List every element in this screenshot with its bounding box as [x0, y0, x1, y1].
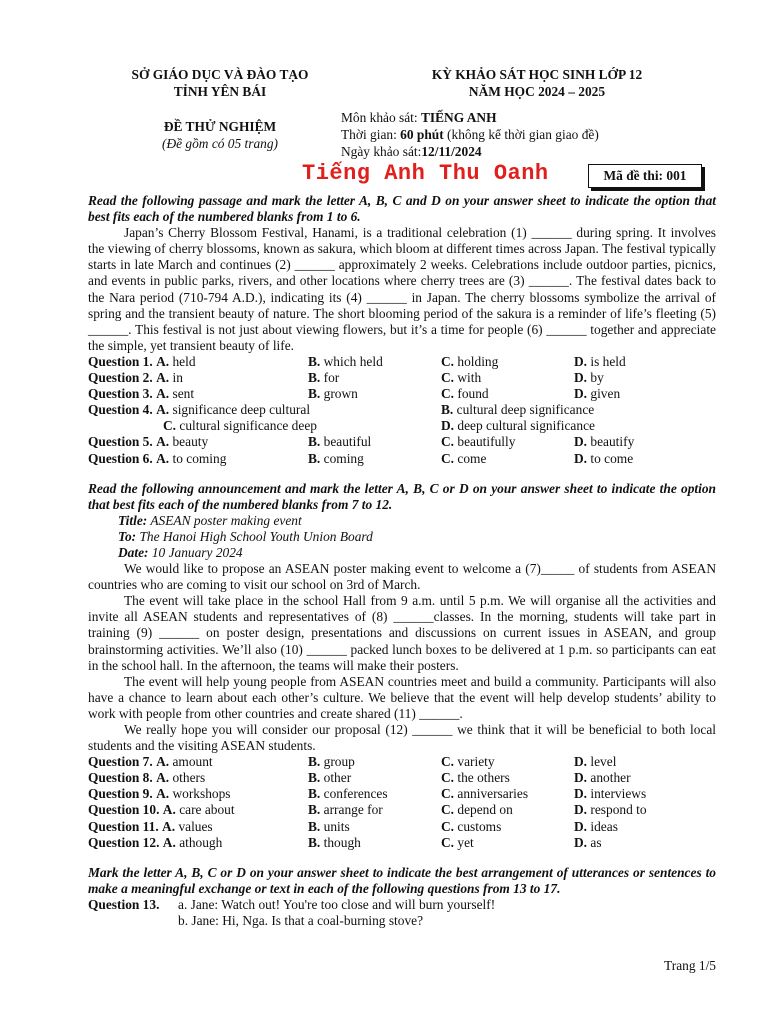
- utterance-b: b. Jane: Hi, Nga. Is that a coal-burning stove?: [178, 913, 424, 929]
- option-letter: Date:: [118, 544, 149, 560]
- option-letter: A.: [156, 434, 170, 450]
- option-d: by: [590, 370, 604, 386]
- option-cell: [441, 354, 574, 370]
- option-cell: [88, 418, 441, 434]
- option-a: values: [178, 818, 213, 834]
- option-cell: [441, 835, 574, 851]
- option-cell: [574, 451, 714, 467]
- option-letter: A.: [156, 770, 170, 786]
- option-cell: [441, 754, 574, 770]
- option-letter: A.: [156, 786, 170, 802]
- question-row: [88, 754, 716, 770]
- option-letter: D.: [574, 434, 588, 450]
- option-cell: [574, 370, 714, 386]
- question-label: Question 3.: [88, 386, 153, 402]
- option-cell: [441, 370, 574, 386]
- option-letter: B.: [308, 754, 321, 770]
- option-letter: A.: [156, 754, 170, 770]
- option-a: significance deep cultural: [172, 402, 311, 418]
- option-d: interviews: [590, 786, 647, 802]
- school-year: NĂM HỌC 2024 – 2025: [468, 84, 606, 99]
- option-a: sent: [172, 386, 195, 402]
- option-letter: B.: [308, 834, 321, 850]
- option-cell: [574, 786, 714, 802]
- option-letter: D.: [574, 802, 588, 818]
- question-label: Question 13.: [88, 896, 160, 912]
- option-cell: [441, 786, 574, 802]
- option-letter: C.: [441, 818, 455, 834]
- question-label: Question 1.: [88, 353, 153, 369]
- option-d: as: [590, 834, 602, 850]
- option-cell: [88, 786, 308, 802]
- option-b: group: [323, 754, 355, 770]
- question-label: Question 8.: [88, 770, 153, 786]
- option-letter: B.: [308, 386, 321, 402]
- option-cell: [308, 770, 441, 786]
- option-cell: [574, 754, 714, 770]
- option-cell: [574, 802, 714, 818]
- exam-header: [392, 66, 682, 100]
- option-cell: [88, 402, 441, 418]
- option-letter: D.: [574, 353, 588, 369]
- option-letter: B.: [308, 786, 321, 802]
- question-label: Question 5.: [88, 434, 153, 450]
- drill-title: ĐỀ THỬ NGHIỆM: [163, 119, 277, 134]
- question-label: Question 9.: [88, 786, 153, 802]
- option-cell: [574, 386, 714, 402]
- option-a: amount: [172, 754, 213, 770]
- option-cell: [308, 370, 441, 386]
- question-row: [88, 802, 716, 818]
- option-cell: [88, 434, 308, 450]
- question-label: Question 2.: [88, 370, 153, 386]
- option-letter: A.: [156, 370, 170, 386]
- option-c: depend on: [457, 802, 513, 818]
- question-label: Question 11.: [88, 818, 159, 834]
- option-b: though: [323, 834, 361, 850]
- announcement-para4: We really hope you will consider our proposal (12) ______ we think that it will be beneficial to both local students and the visiting ASEAN students.: [88, 722, 716, 754]
- question-row: [88, 402, 716, 418]
- date-value: 12/11/2024: [421, 144, 482, 159]
- option-letter: B.: [308, 353, 321, 369]
- option-letter: B.: [308, 450, 321, 466]
- option-c: the others: [457, 770, 510, 786]
- option-letter: D.: [574, 754, 588, 770]
- option-letter: To:: [118, 528, 137, 544]
- date-label: Ngày khảo sát:: [341, 144, 422, 159]
- question-row: [88, 354, 716, 370]
- question-label: Question 10.: [88, 802, 160, 818]
- option-letter: C.: [441, 370, 455, 386]
- option-cell: [88, 451, 308, 467]
- option-cell: [574, 770, 714, 786]
- option-b: beautiful: [323, 434, 372, 450]
- question-13: [88, 897, 716, 929]
- announcement-para3: The event will help young people from ASEAN countries meet and build a community. Participants will also have a chance to learn about each other’s culture. We believe that the event will help develop students’ ability to work with people from other countries and create shared (11) ______.: [88, 673, 716, 721]
- option-letter: D.: [574, 370, 588, 386]
- option-cell: [308, 786, 441, 802]
- option-cell: [88, 354, 308, 370]
- option-letter: D.: [574, 450, 588, 466]
- option-c: found: [457, 386, 489, 402]
- option-cell: [308, 434, 441, 450]
- section1-passage: Japan’s Cherry Blossom Festival, Hanami, is a traditional celebration (1) ______ during spring. It involves the viewing of cherry blossoms, known as sakura, which bloom at different times across Japan. The festival typically starts in late March and continues (2) ______ approximately 2 weeks. Celebrations include outdoor parties, picnics, and events in public parks, rivers, and other locations where cherry trees are (3) ______. The festival dates back to the Nara period (710-794 A.D.), indicating its (4) ______ in Japan. The cherry blossoms symbolize the arrival of spring and the transient beauty of nature. The short blooming period of the sakura is a reminder of life’s fleeting (5) ______. This festival is not just about viewing flowers, but it’s a time for people (6) ______ together and appreciate the simple, yet transient beauty of life.: [88, 225, 716, 353]
- option-cell: [441, 386, 574, 402]
- option-letter: D.: [574, 770, 588, 786]
- option-cell: [308, 386, 441, 402]
- option-d: is held: [590, 353, 626, 369]
- option-cell: [308, 451, 441, 467]
- option-c: holding: [457, 353, 499, 369]
- question-row: [88, 819, 716, 835]
- option-cell: [88, 370, 308, 386]
- utterance-a: a. Jane: Watch out! You're too close and will burn yourself!: [178, 896, 496, 912]
- option-letter: B.: [308, 802, 321, 818]
- option-cell: [574, 819, 714, 835]
- question-row: [88, 835, 716, 851]
- option-b: units: [323, 818, 350, 834]
- option-letter: C.: [441, 754, 455, 770]
- option-cell: [308, 354, 441, 370]
- option-cell: [441, 402, 716, 418]
- option-b: coming: [323, 450, 364, 466]
- option-a: to coming: [172, 450, 227, 466]
- section2-instruction: Read the following announcement and mark the letter A, B, C or D on your answer sheet to indicate the option that best fits each of the numbered blanks from 7 to 12.: [88, 480, 716, 512]
- option-cell: [308, 802, 441, 818]
- option-d: given: [590, 386, 621, 402]
- question-row: [88, 770, 716, 786]
- announcement-para2: The event will take place in the school Hall from 9 a.m. until 5 p.m. We will organise all the activities and invite all ASEAN students and representatives of (8) ______classes. In the morning, students will take part in training (9) ______ on poster design, presentations and discussions on current issues in ASEAN, and group brainstorming activities. We’ll also (10) ______ packed lunch boxes to be delivered at 1 p.m. so participants can eat in the school hall. In the afternoon, the teams will make their posters.: [88, 593, 716, 673]
- time-value: 60 phút: [400, 127, 444, 142]
- option-b: which held: [323, 353, 383, 369]
- option-cell: [574, 835, 714, 851]
- option-letter: C.: [441, 450, 455, 466]
- option-letter: A.: [156, 450, 170, 466]
- option-letter: C.: [441, 353, 455, 369]
- option-letter: A.: [156, 386, 170, 402]
- option-cell: [574, 354, 714, 370]
- brand-watermark: Tiếng Anh Thu Oanh: [302, 161, 549, 186]
- option-letter: B.: [308, 434, 321, 450]
- option-a: in: [172, 370, 183, 386]
- option-d: ideas: [590, 818, 618, 834]
- option-b: grown: [323, 386, 358, 402]
- option-cell: [88, 770, 308, 786]
- subject-label: Môn khảo sát:: [341, 110, 421, 125]
- option-c: anniversaries: [457, 786, 529, 802]
- option-letter: A.: [162, 834, 176, 850]
- option-c: customs: [457, 818, 502, 834]
- option-b: arrange for: [323, 802, 383, 818]
- question-label: Question 12.: [88, 834, 160, 850]
- option-cell: [441, 418, 716, 434]
- option-cell: [88, 386, 308, 402]
- option-c: cultural significance deep: [179, 418, 317, 434]
- option-letter: A.: [156, 353, 170, 369]
- option-cell: [441, 802, 574, 818]
- option-cell: [88, 802, 308, 818]
- option-letter: 10 January 2024: [148, 544, 243, 560]
- option-cell: [441, 451, 574, 467]
- drill-block: [100, 118, 340, 152]
- department-name: SỞ GIÁO DỤC VÀ ĐÀO TẠO: [131, 67, 309, 82]
- section1-questions: [88, 354, 716, 467]
- option-letter: The Hanoi High School Youth Union Board: [136, 528, 373, 544]
- option-letter: C.: [441, 386, 455, 402]
- option-cell: [441, 434, 574, 450]
- option-d: another: [590, 770, 631, 786]
- option-c: yet: [457, 834, 474, 850]
- option-b: other: [323, 770, 352, 786]
- option-a: athough: [179, 834, 223, 850]
- option-c: variety: [457, 754, 495, 770]
- section3-instruction: Mark the letter A, B, C or D on your answer sheet to indicate the best arrangement of utterances or sentences to make a meaningful exchange or text in each of the following questions from 13 to 17.: [88, 864, 716, 896]
- option-letter: ASEAN poster making event: [147, 512, 302, 528]
- option-a: held: [172, 353, 196, 369]
- announcement-date: [88, 545, 716, 561]
- option-c: with: [457, 370, 482, 386]
- option-letter: Title:: [118, 512, 148, 528]
- option-c: beautifully: [457, 434, 516, 450]
- option-d: level: [590, 754, 617, 770]
- option-b: conferences: [323, 786, 388, 802]
- option-letter: C.: [163, 418, 177, 434]
- announcement-para1: We would like to propose an ASEAN poster making event to welcome a (7)_____ of students from ASEAN countries who are coming to visit our school on 3rd of March.: [88, 561, 716, 593]
- option-letter: A.: [162, 802, 176, 818]
- question-row: [88, 434, 716, 450]
- option-a: workshops: [172, 786, 231, 802]
- exam-code-box: Mã đề thi: 001: [588, 164, 702, 188]
- option-d: deep cultural significance: [457, 418, 595, 434]
- option-letter: C.: [441, 434, 455, 450]
- question-row: [88, 786, 716, 802]
- option-letter: C.: [441, 834, 455, 850]
- announcement-to: [88, 529, 716, 545]
- subject-value: TIẾNG ANH: [420, 110, 497, 125]
- question-row: [88, 370, 716, 386]
- option-cell: [308, 754, 441, 770]
- exam-info: [341, 109, 671, 160]
- drill-note: (Đề gồm có 05 trang): [161, 136, 279, 151]
- option-cell: [308, 819, 441, 835]
- question-label: Question 7.: [88, 754, 153, 770]
- section2-questions: [88, 754, 716, 851]
- option-letter: B.: [308, 770, 321, 786]
- option-d: beautify: [590, 434, 635, 450]
- option-letter: B.: [441, 402, 454, 418]
- option-cell: [308, 835, 441, 851]
- option-letter: C.: [441, 786, 455, 802]
- department-header: [100, 66, 340, 100]
- page-number: Trang 1/5: [664, 958, 716, 973]
- option-letter: D.: [574, 786, 588, 802]
- option-c: come: [457, 450, 487, 466]
- option-letter: A.: [162, 818, 176, 834]
- question-label: Question 6.: [88, 450, 153, 466]
- exam-title: KỲ KHẢO SÁT HỌC SINH LỚP 12: [431, 67, 643, 82]
- option-cell: [574, 434, 714, 450]
- question-row: [88, 386, 716, 402]
- option-cell: [88, 835, 308, 851]
- option-d: to come: [590, 450, 634, 466]
- option-letter: C.: [441, 802, 455, 818]
- time-note: (không kể thời gian giao đề): [443, 127, 599, 142]
- question-label: Question 4.: [88, 402, 153, 418]
- option-letter: A.: [156, 402, 170, 418]
- option-letter: D.: [441, 418, 455, 434]
- option-cell: [441, 819, 574, 835]
- option-a: others: [172, 770, 206, 786]
- option-letter: B.: [308, 370, 321, 386]
- option-b: for: [323, 370, 340, 386]
- option-letter: C.: [441, 770, 455, 786]
- option-cell: [88, 819, 308, 835]
- option-cell: [441, 770, 574, 786]
- announcement-title: [88, 513, 716, 529]
- province-name: TỈNH YÊN BÁI: [173, 84, 267, 99]
- option-d: respond to: [590, 802, 647, 818]
- question-row: [88, 451, 716, 467]
- option-a: care about: [179, 802, 235, 818]
- option-letter: D.: [574, 818, 588, 834]
- option-letter: D.: [574, 834, 588, 850]
- section1-instruction: Read the following passage and mark the letter A, B, C and D on your answer sheet to indicate the option that best fits each of the numbered blanks from 1 to 6.: [88, 193, 716, 225]
- option-cell: [88, 754, 308, 770]
- time-label: Thời gian:: [341, 127, 401, 142]
- exam-content: [88, 193, 716, 929]
- question-row: [88, 418, 716, 434]
- option-letter: B.: [308, 818, 321, 834]
- option-letter: D.: [574, 386, 588, 402]
- option-a: beauty: [172, 434, 209, 450]
- option-b: cultural deep significance: [456, 402, 595, 418]
